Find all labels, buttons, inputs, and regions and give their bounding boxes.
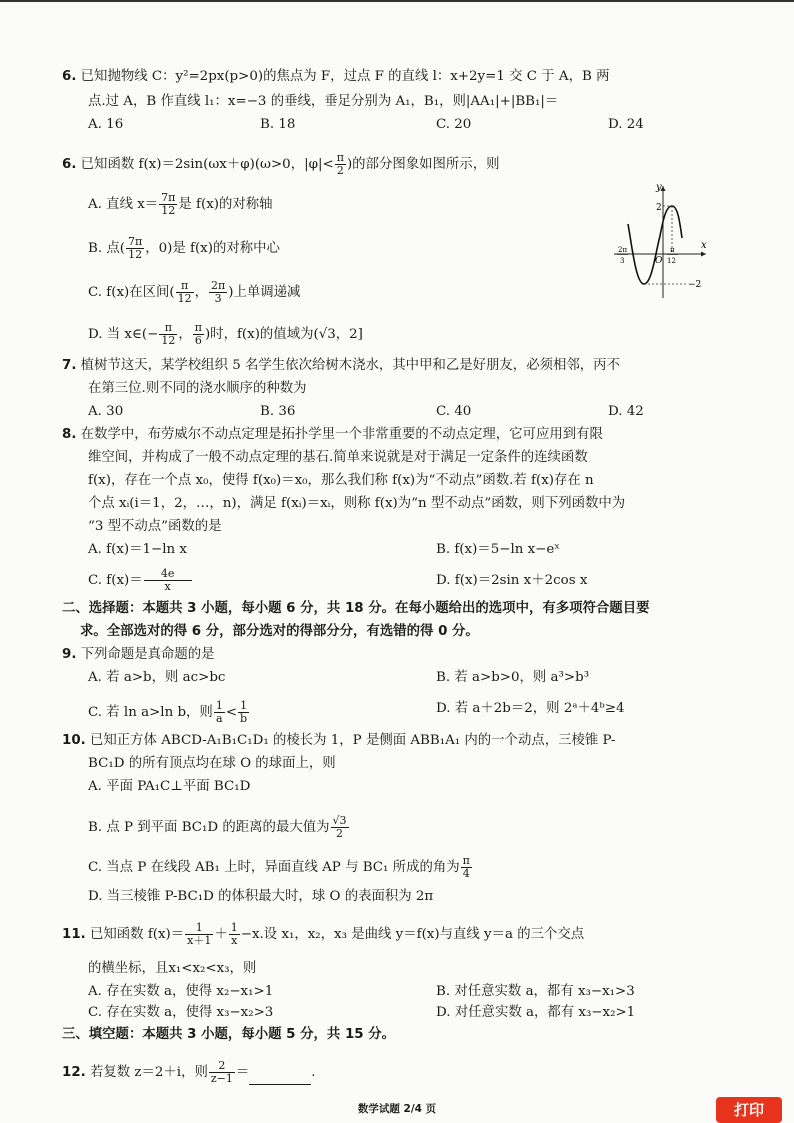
q6-c-post: )上单调递减	[228, 285, 301, 300]
q6-option-a	[88, 192, 273, 217]
q10-option-b	[88, 815, 350, 840]
q6-c-f1-den: 12	[177, 292, 192, 305]
q7-text-1: 植树节这天，某学校组织 5 名学生依次给树木浇水，其中甲和乙是好朋友，必须相邻，丙不	[80, 358, 620, 373]
q10-line2: BC₁D 的所有顶点均在球 O 的球面上，则	[88, 756, 336, 771]
q12-answer-blank	[249, 1070, 311, 1085]
q6-c-f1-num: π	[176, 280, 194, 293]
q6-d-pre: D. 当 x∈(−	[88, 327, 159, 342]
q6-c-mid: ，	[194, 285, 209, 300]
q10-c-frac	[461, 855, 472, 880]
q12-number: 12.	[62, 1065, 86, 1080]
q10-b-pre: B. 点 P 到平面 BC₁D 的距离的最大值为	[88, 820, 330, 835]
q11-option-a: A. 存在实数 a，使得 x₂−x₁>1	[88, 984, 274, 999]
q6-c-frac2	[209, 280, 227, 305]
graph-y-label: y	[656, 182, 662, 193]
q6-stem-pre: 已知函数 f(x)＝2sin(ωx＋φ)(ω>0，|φ|<	[80, 157, 334, 172]
q12-stem	[62, 1060, 316, 1085]
q9-c-f1-den: a	[216, 712, 223, 725]
q10-c-pre: C. 当点 P 在线段 AB₁ 上时，异面直线 AP 与 BC₁ 所成的角为	[88, 860, 460, 875]
q9-c-pre: C. 若 ln a>ln b，则	[88, 705, 213, 720]
q11-f1-den: x＋1	[187, 934, 212, 947]
graph-right-tick-den: 12	[667, 257, 676, 265]
graph-x-label: x	[701, 240, 707, 251]
q6-stem-frac-num: π	[336, 151, 344, 164]
q11-line2: 的横坐标，且x₁<x₂<x₃，则	[88, 961, 257, 976]
q5-option-d: D. 24	[608, 117, 644, 132]
q11-f2-num: 1	[230, 921, 238, 934]
page-footer: 数学试题 2/4 页	[357, 1103, 437, 1115]
graph-left-tick-den: 3	[620, 257, 625, 265]
q12-frac	[209, 1060, 235, 1085]
q6-option-d	[88, 322, 363, 347]
q7-number: 7.	[62, 358, 77, 373]
q7-option-d: D. 42	[608, 404, 644, 419]
q6-a-pre: A. 直线 x＝	[88, 197, 159, 212]
q6-d-f1-num: π	[159, 322, 177, 335]
q8-c-pre: C. f(x)＝	[88, 573, 143, 588]
q8-c-frac-num: 4e	[144, 568, 192, 581]
q6-d-post: )时，f(x)的值域为(√3，2]	[204, 327, 363, 342]
q6-b-frac	[126, 236, 144, 261]
q6-option-b	[88, 236, 280, 261]
q10-option-a: A. 平面 PA₁C⊥平面 BC₁D	[88, 779, 251, 794]
q10-number: 10.	[62, 733, 86, 748]
q6-a-post: 是 f(x)的对称轴	[178, 197, 273, 212]
graph-top-value: 2	[656, 203, 662, 213]
q9-option-d: D. 若 a＋2b＝2，则 2ᵃ＋4ᵇ≥4	[436, 701, 625, 716]
q6-b-post: ，0)是 f(x)的对称中心	[145, 241, 280, 256]
section3-line1: 三、填空题：本题共 3 小题，每小题 5 分，共 15 分。	[62, 1027, 396, 1042]
q11-stem-pre: 已知函数 f(x)＝	[90, 927, 185, 942]
graph-bottom-value: −2	[688, 280, 702, 290]
section2-line1: 二、选择题：本题共 3 小题，每小题 6 分，共 18 分。在每小题给出的选项中，有多项符合题目要	[62, 601, 650, 616]
q12-stem-pre: 若复数 z＝2＋i，则	[90, 1065, 208, 1080]
q11-stem-post: −x.设 x₁，x₂，x₃ 是曲线 y＝f(x)与直线 y＝a 的三个交点	[240, 927, 585, 942]
q6-sine-graph	[608, 180, 710, 300]
q6-a-frac-den: 12	[161, 204, 176, 217]
q9-option-b: B. 若 a>b>0，则 a³>b³	[436, 670, 590, 685]
q6-c-f2-den: 3	[214, 292, 222, 305]
q12-frac-num: 2	[209, 1060, 235, 1073]
q6-stem-post: )的部分图象如图所示，则	[346, 157, 500, 172]
q7-line2: 在第三位.则不同的浇水顺序的种数为	[88, 381, 307, 396]
q11-f2-den: x	[231, 934, 238, 947]
q5-option-a: A. 16	[88, 117, 124, 132]
q6-b-pre: B. 点(	[88, 241, 125, 256]
q6-d-frac2	[193, 322, 204, 347]
q6-option-c	[88, 280, 300, 305]
q9-c-frac1	[214, 700, 225, 725]
q9-c-f2-num: 1	[238, 700, 249, 713]
q6-b-frac-den: 12	[128, 248, 143, 261]
q10-b-frac-num: √3	[332, 814, 347, 827]
q8-line1	[62, 426, 603, 444]
q5-line1	[62, 68, 609, 86]
q8-line4: 个点 xᵢ(i＝1，2，…，n)，满足 f(xᵢ)＝xᵢ，则称 f(x)为“n 型不动点”函数，则下列函数中为	[88, 496, 626, 511]
q10-c-frac-num: π	[462, 854, 470, 867]
q6-a-frac-num: 7π	[161, 191, 176, 204]
q6-stem-frac	[335, 152, 346, 177]
q6-d-mid: ，	[178, 327, 192, 342]
q8-number: 8.	[62, 427, 77, 442]
q8-c-frac-den: x	[164, 580, 171, 593]
q10-b-frac	[331, 815, 349, 840]
q7-option-b: B. 36	[260, 404, 296, 419]
q11-option-d: D. 对任意实数 a，都有 x₃−x₂>1	[436, 1005, 636, 1020]
q6-d-f1-den: 12	[161, 334, 176, 347]
graph-origin-label: O	[655, 256, 663, 266]
q6-d-f2-den: 6	[194, 334, 202, 347]
q9-c-frac2	[238, 700, 249, 725]
q9-stem-text: 下列命题是真命题的是	[80, 647, 215, 662]
q7-line1	[62, 357, 620, 375]
q8-option-a: A. f(x)＝1−ln x	[88, 542, 187, 557]
graph-curve	[628, 206, 682, 284]
q7-option-a: A. 30	[88, 404, 124, 419]
q6-stem	[62, 152, 499, 177]
q6-d-frac1	[159, 322, 177, 347]
q8-line5: “3 型不动点”函数的是	[88, 519, 222, 534]
q10-text-1: 已知正方体 ABCD-A₁B₁C₁D₁ 的棱长为 1，P 是侧面 ABB₁A₁ 内的一个动点，三棱锥 P-	[90, 733, 616, 748]
q8-c-frac	[144, 568, 192, 593]
q11-option-c: C. 存在实数 a，使得 x₃−x₂>3	[88, 1005, 274, 1020]
q5-number: 6.	[62, 69, 77, 84]
q12-frac-den: z−1	[210, 1072, 233, 1085]
q9-c-mid: <	[225, 705, 238, 720]
q8-text-1: 在数学中，布劳威尔不动点定理是拓扑学里一个非常重要的不动点定理，它可应用到有限	[80, 427, 603, 442]
q8-option-c	[88, 568, 193, 593]
q5-option-c: C. 20	[436, 117, 472, 132]
q6-c-f2-num: 2π	[211, 279, 226, 292]
q5-text-1: 已知抛物线 C：y²=2px(p>0)的焦点为 F，过点 F 的直线 l：x+2y=1 交 C 于 A，B 两	[80, 69, 610, 84]
q6-c-frac1	[176, 280, 194, 305]
q10-option-d: D. 当三棱锥 P-BC₁D 的体积最大时，球 O 的表面积为 2π	[88, 889, 434, 904]
q8-option-d: D. f(x)＝2sin x＋2cos x	[436, 573, 588, 588]
q9-option-c	[88, 700, 250, 725]
print-button[interactable]: 打印	[716, 1097, 782, 1123]
q8-line3: f(x)，存在一个点 x₀，使得 f(x₀)＝x₀，那么我们称 f(x)为“不动点”函数.若 f(x)存在 n	[88, 473, 594, 488]
q11-option-b: B. 对任意实数 a，都有 x₃−x₁>3	[436, 984, 635, 999]
q7-option-c: C. 40	[436, 404, 472, 419]
graph-x-arrow	[701, 252, 706, 257]
q10-line1	[62, 732, 615, 750]
q6-number: 6.	[62, 157, 77, 172]
q6-stem-frac-den: 2	[336, 164, 344, 177]
graph-left-tick-num: 2π	[618, 246, 628, 254]
q10-c-frac-den: 4	[462, 867, 470, 880]
q10-b-frac-den: 2	[336, 827, 344, 840]
q8-line2: 维空间，并构成了一般不动点定理的基石.简单来说就是对于满足一定条件的连续函数	[88, 450, 588, 465]
q10-option-c	[88, 855, 473, 880]
q11-frac1	[185, 922, 213, 947]
q8-option-b: B. f(x)＝5−ln x−eˣ	[436, 542, 560, 557]
q9-option-a: A. 若 a>b，则 ac>bc	[88, 670, 226, 685]
q11-frac2	[229, 922, 240, 947]
q5-option-b: B. 18	[260, 117, 296, 132]
q11-stem	[62, 922, 584, 947]
q5-line2: 点.过 A，B 作直线 l₁：x=−3 的垂线，垂足分别为 A₁，B₁，则|AA₁|+|BB₁|＝	[88, 94, 559, 109]
q11-f1-num: 1	[185, 922, 213, 935]
q12-end: .	[311, 1065, 316, 1080]
q12-stem-post: ＝	[235, 1065, 250, 1080]
q6-a-frac	[159, 192, 177, 217]
q6-b-frac-num: 7π	[127, 235, 143, 248]
q9-c-f2-den: b	[240, 712, 248, 725]
q6-c-pre: C. f(x)在区间(	[88, 285, 175, 300]
q9-c-f1-num: 1	[215, 699, 223, 712]
q11-number: 11.	[62, 927, 86, 942]
q9-stem	[62, 646, 215, 664]
q11-mid: ＋	[214, 927, 228, 942]
graph-right-tick-num: π	[670, 246, 675, 254]
section2-line2: 求。全部选对的得 6 分，部分选对的得部分分，有选错的得 0 分。	[80, 624, 479, 639]
q6-d-f2-num: π	[194, 321, 202, 334]
q9-number: 9.	[62, 647, 77, 662]
